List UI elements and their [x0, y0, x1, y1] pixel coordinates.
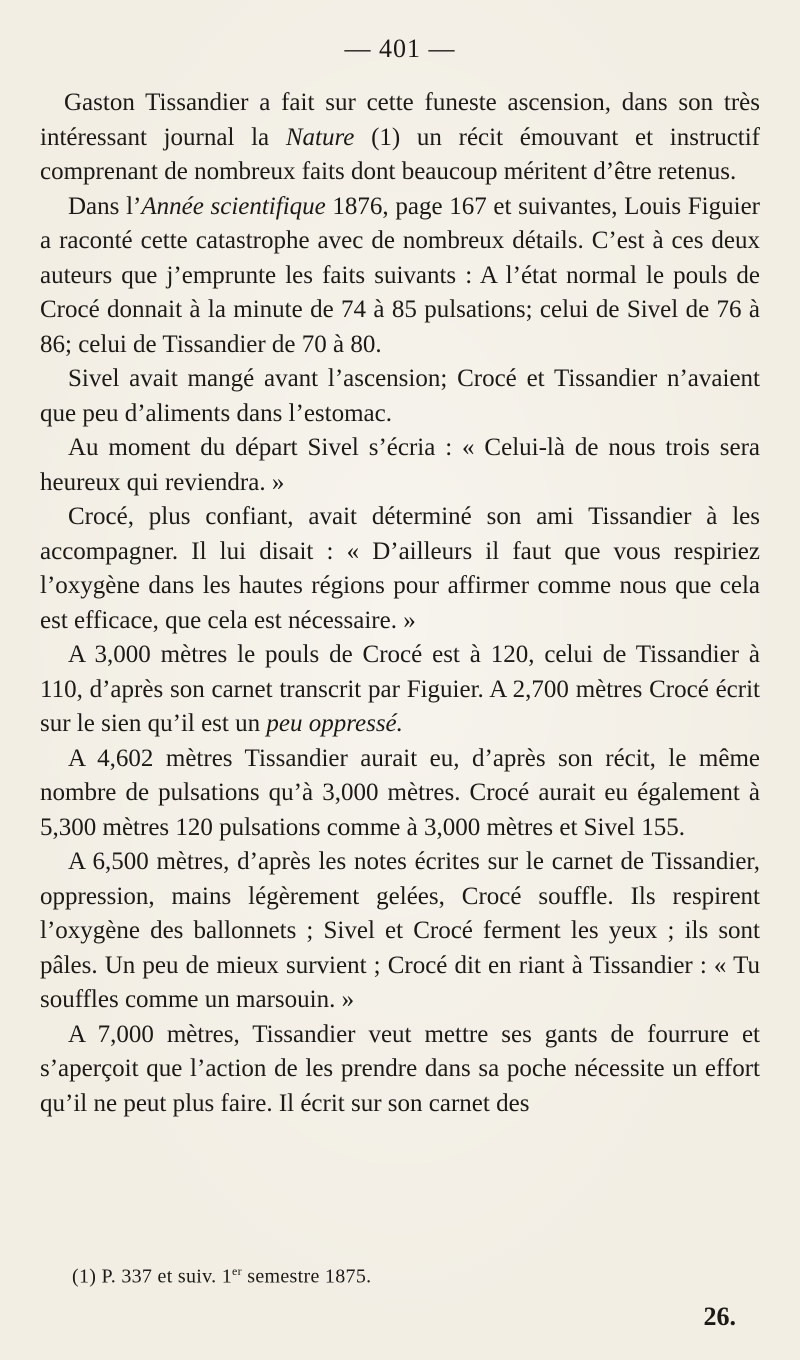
paragraph-8: A 6,500 mètres, d’après les notes écrites sur le carnet de Tissandier, oppression, mains légèrement gelées, Crocé souffle. Ils respirent l’oxygène des ballonnets ; Sivel et Crocé ferment les yeux ; ils sont pâles. Un peu de mieux survient ; Crocé dit en riant à Tissandier : « Tu souffles comme un marsouin. » — [40, 848, 760, 1013]
italic-peu-oppresse: peu oppressé. — [266, 710, 403, 737]
journal-title-nature: Nature — [285, 123, 355, 151]
page-number: — 401 — — [344, 34, 456, 63]
footnote-superscript: er — [232, 1264, 242, 1278]
paragraph-6-text-a: A 3,000 mètres le pouls de Crocé est à 120, celui de Tissandier à 110, d’après son carnet transcrit par Figuier. A 2,700 mètres Crocé écrit sur le sien qu’il est un — [40, 641, 760, 737]
paragraph-1-text-b: (1) un récit émouvant et instructif comprenant de nombreux faits dont beaucoup méritent d’être retenus. — [40, 123, 761, 185]
paragraph-2-text-a: Dans l’ — [68, 192, 142, 220]
paragraph-4: Au moment du départ Sivel s’écria : « Celui-là de nous trois sera heureux qui reviendra. » — [40, 434, 760, 496]
book-title-annee-scientifique: Année scientifique — [141, 192, 326, 220]
paragraph-2-text-b: 1876, page 167 et suivantes, Louis Figuier a raconté cette catastrophe avec de nombreux détails. C’est à ces deux auteurs que j’emprunte les faits suivants : A l’état normal le pouls de Crocé donnait à la minute de 74 à 85 pulsations; celui de Sivel de 76 à 86; celui de Tissandier de 70 à 80. — [40, 192, 760, 358]
paragraph-3: Sivel avait mangé avant l’ascension; Crocé et Tissandier n’avaient que peu d’aliments dans l’estomac. — [40, 365, 760, 427]
body-text — [40, 86, 760, 1121]
paragraph-6 — [40, 638, 760, 742]
paragraph-7: A 4,602 mètres Tissandier aurait eu, d’après son récit, le même nombre de pulsations qu’à 3,000 mètres. Crocé aurait eu également à 5,300 mètres 120 pulsations comme à 3,000 mètres et Sivel 155. — [40, 744, 760, 841]
footnote-text-b: semestre 1875. — [241, 1265, 372, 1288]
paragraph-1-text-a: Gaston Tissandier a fait sur cette funeste ascension, dans son très intéressant journal la — [40, 89, 760, 151]
footnote-text-a: (1) P. 337 et suiv. 1 — [72, 1265, 233, 1288]
paragraph-9: A 7,000 mètres, Tissandier veut mettre ses gants de fourrure et s’aperçoit que l’action de les prendre dans sa poche nécessite un effort qu’il ne peut plus faire. Il écrit sur son carnet des — [40, 1020, 760, 1117]
paragraph-2 — [40, 190, 760, 363]
paragraph-5: Crocé, plus confiant, avait déterminé son ami Tissandier à les accompagner. Il lui disait : « D’ailleurs il faut que vous respiriez l’oxygène dans les hautes régions pour affirmer comme nous que cela est efficace, que cela est nécessaire. » — [40, 503, 760, 634]
signature-mark: 26. — [703, 1302, 736, 1331]
footnote — [72, 1264, 371, 1289]
paragraph-1 — [40, 86, 760, 190]
